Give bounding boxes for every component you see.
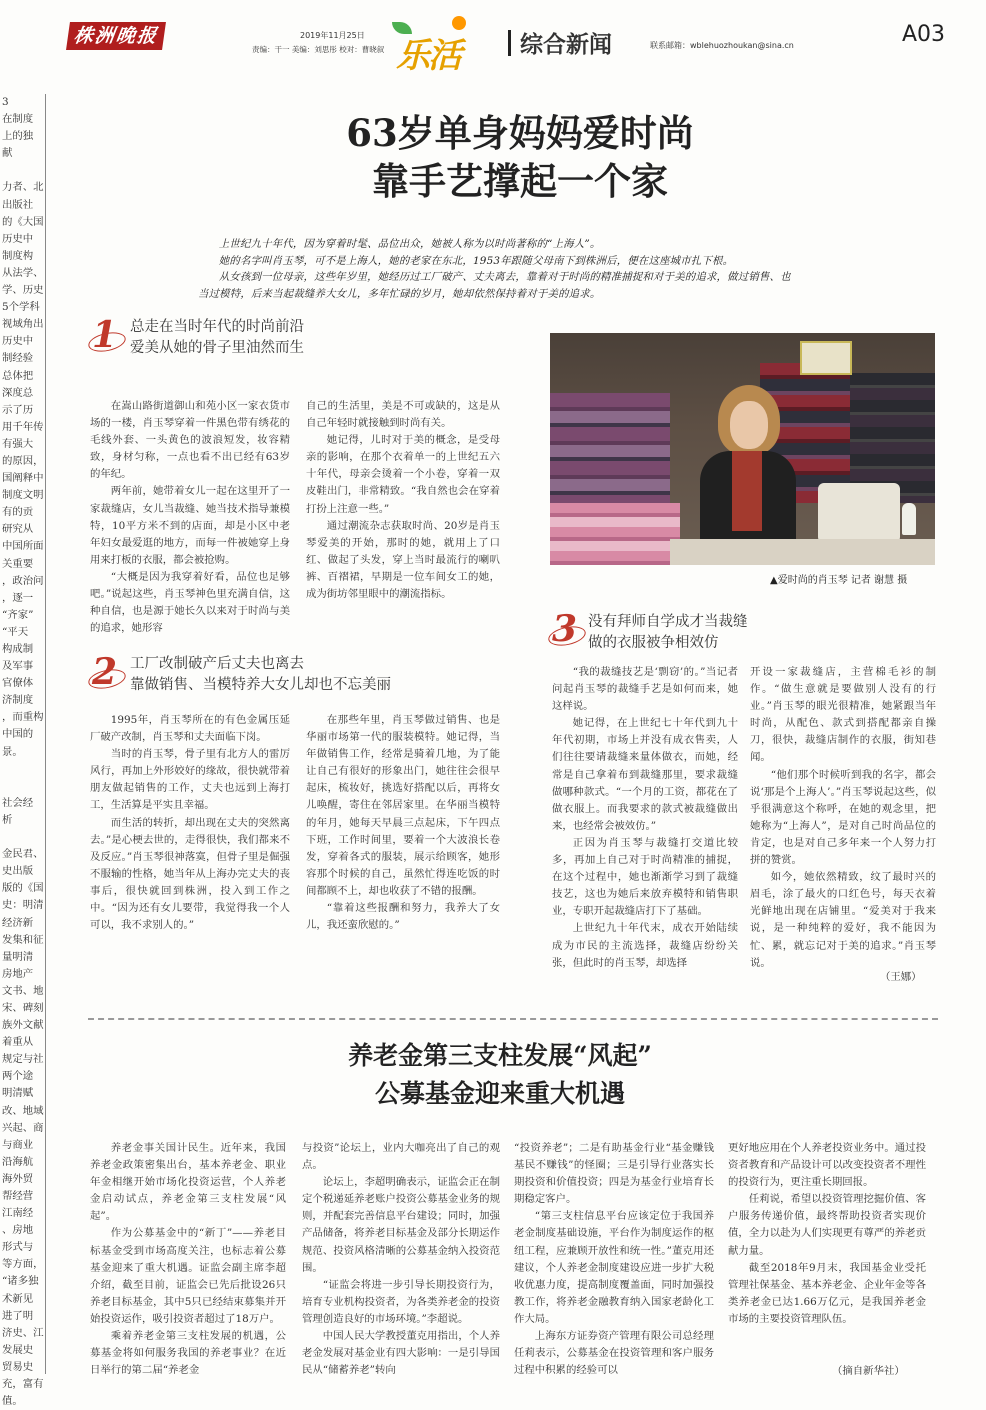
left-column-line: 史：明清 [2, 899, 44, 912]
section1-subhead-line2: 爱美从她的骨子里油然而生 [130, 340, 304, 356]
paper-name: 株洲晚报 [72, 25, 160, 47]
paragraph: 通过潮流杂志获取时尚、20岁是肖玉琴爱美的开始，那时的她，就用上了口红、做起了头发，穿上当时最流行的喇叭裤、百褶裙，早期是一位车间女工的她，成为街坊邻里眼中的潮流指标。 [306, 519, 500, 601]
section3-column2 [750, 664, 936, 969]
paragraph: “第三支柱信息平台应该定位于我国养老金制度基础设施，平台作为制度运作的枢纽工程，应兼顾开放性和统一性。”董克用还建议，个人养老金制度建设应进一步扩大税收优惠力度，提高制度覆盖面，同时加强投教工作，将养老金融教育纳入国家老龄化工作大局。 [514, 1210, 714, 1325]
left-column-line: 出版社 [2, 198, 34, 211]
left-column-line: 总体把 [2, 369, 34, 382]
left-column-line: 帮经营 [2, 1190, 34, 1202]
section2-subhead [130, 654, 530, 696]
section1-number-badge: 1 [92, 318, 122, 352]
article1-byline: （王娜） [880, 971, 922, 983]
left-column-line: 济制度 [2, 694, 34, 707]
left-column-line: 金民君、 [2, 848, 44, 861]
left-column-line: 学、历史 [2, 284, 44, 297]
left-column-line: 制经验 [2, 352, 34, 365]
left-column-line: 及军事 [2, 660, 34, 673]
section-name: 综合新闻 [520, 32, 612, 58]
left-column-line: 中国所面 [2, 540, 44, 553]
left-column-line: 发展史 [2, 1343, 34, 1356]
fabric-shelf-purple [550, 393, 670, 503]
left-column-line: 深度总 [2, 386, 34, 399]
paragraph: 自己的生活里，美是不可或缺的，这是从自己年轻时就接触到时尚有关。 [306, 400, 500, 430]
left-column-line: 江南经 [2, 1207, 34, 1220]
left-column-line: 5个学科 [2, 301, 40, 314]
left-column-line: 进了明 [2, 1309, 34, 1322]
section3-column1 [552, 664, 738, 986]
article2-column4 [728, 1140, 926, 1358]
left-column-line: ，逐一 [2, 591, 34, 604]
article2-column3 [514, 1140, 714, 1384]
article2-column2 [302, 1140, 500, 1384]
paragraph: 养老金事关国计民生。近年来，我国养老金政策密集出台，基本养老金、职业年金相继开始市场化投资运营，个人养老金启动试点，养老金第三支柱发展“风起”。 [90, 1142, 286, 1223]
page-date: 2019年11月25日 [300, 31, 365, 40]
left-column-line: 有强大 [2, 437, 34, 450]
left-column-line [2, 778, 45, 795]
left-column-line: 研究从 [2, 523, 34, 536]
left-column-line: 官僚体 [2, 677, 34, 690]
left-column-line: 形式与 [2, 1241, 34, 1254]
left-column-line: 历史中 [2, 232, 34, 245]
page-editors: 责编：干一 美编：刘思彤 校对：曹晓叙 [252, 45, 385, 54]
paragraph: 论坛上，李超明确表示，证监会正在制定个税递延养老账户投资公募基金业务的规则，并配套完善信息平台建设；同时，加强产品储备，将养老目标基金及部分长期运作规范、投资风格清晰的公募基金纳入投资范围。 [302, 1176, 500, 1274]
paragraph: 在那些年里，肖玉琴做过销售、也是华丽市场第一代的服装模特。她记得，当年做销售工作，经常是骑着几地，为了能让自己有很好的形象出门，她往往会很早起床，梳妆好，挑选好搭配以后，再将女儿唤醒，寄住在邻居家里。在华丽当模特的年月，她每天早晨三点起床，下午四点下班，工作时间里，要着一个大波浪长卷发，穿着各式的服装，展示给顾客，她形容那个时候的自己，虽然忙得连吃饭的时间都顾不上，却也收获了不错的报酬。 [306, 714, 500, 897]
paragraph: 而生活的转折，却出现在丈夫的突然离去。”是心梗去世的，走得很快，我们都来不及反应。”肖玉琴很神落寞，但骨子里是倔强不服输的性格，她当年从上海办完丈夫的丧事后，很快就回到株洲，投入到工作之中。“因为还有女儿要带，我觉得我一个人可以，我不求别人的。” [90, 816, 290, 932]
intro-paragraph: 从女孩到一位母亲，这些年岁里，她经历过工厂破产、丈夫离去，靠着对于时尚的精准捕捉和对于美的追求，做过销售、也当过模特，后来当起裁缝养大女儿，多年忙碌的岁月，她却依然保持着对于美的追求。 [198, 271, 791, 300]
left-column-line: 史出版 [2, 865, 34, 878]
paragraph: 两年前，她带着女儿一起在这里开了一家裁缝店，女儿当裁缝、她当技术指导兼模特，10平方米不到的店面，却是小区中老年妇女最爱逛的地方，而每一件被她穿上身用来打板的衣服，都会被抢购。 [90, 485, 290, 566]
left-column-line: 宋、碑刻 [2, 1001, 44, 1014]
left-column-line: 国阐释中 [2, 472, 44, 485]
left-column-line: 改、地域 [2, 1104, 44, 1117]
paragraph: 中国人民大学教授董克用指出，个人养老金发展对基金业有四大影响：一是引导国民从“储蓄养老”转向 [302, 1330, 500, 1377]
left-column-line: 充，富有 [2, 1378, 44, 1391]
paragraph: 在嵩山路街道御山和苑小区一家衣货市场的一楼，肖玉琴穿着一件黑色带有绣花的毛线外套、一头黄色的波浪短发，妆容精致，身材匀称，一点也看不出已经有63岁的年纪。 [90, 400, 290, 481]
article2-title-line2: 公募基金迎来重大机遇 [374, 1079, 625, 1108]
section3-subhead-line1: 没有拜师自学成才当裁缝 [588, 614, 748, 630]
paragraph: “靠着这些报酬和努力，我养大了女儿，我还蛮欣慰的。” [306, 902, 500, 932]
section1-subhead-line1: 总走在当时年代的时尚前沿 [130, 319, 304, 335]
left-column-line: 的《大国 [2, 215, 44, 228]
left-column-line: 社会经 [2, 796, 34, 809]
page-number: A03 [902, 22, 946, 47]
left-column-line: 术新见 [2, 1292, 34, 1305]
work-table [670, 539, 935, 565]
left-column-line: 值。 [2, 1395, 23, 1408]
left-column-line: 景。 [2, 745, 23, 758]
left-column-line: 着重从 [2, 1036, 34, 1049]
person-face [730, 401, 768, 449]
article2-title-line1: 养老金第三支柱发展“风起” [348, 1041, 652, 1070]
photo-caption: ▲爱时尚的肖玉琴 记者 谢慧 摄 [770, 575, 908, 586]
article1-title-line1: 63岁单身妈妈爱时尚 [346, 111, 694, 155]
left-column-line: 关重要 [2, 557, 34, 570]
paragraph: 当时的肖玉琴，骨子里有北方人的雷厉风行，再加上外形姣好的缘故，很快就带着朋友做起销售的工作，丈夫也远到上海打工，生活算是平实且幸福。 [90, 748, 290, 812]
article2-column1 [90, 1140, 286, 1384]
left-column-line: 制度文明 [2, 489, 44, 502]
section2-subhead-line2: 靠做销售、当模特养大女儿却也不忘美丽 [130, 677, 391, 693]
left-column-line: 历史中 [2, 335, 34, 348]
section1-subhead [130, 317, 490, 359]
left-column-line: 济史、江 [2, 1326, 44, 1339]
left-column-line: 有的贡 [2, 506, 34, 519]
paragraph: 她记得，在上世纪七十年代到九十年代初期，市场上并没有成衣售卖，人们往往要请裁缝来量体做衣，而她，经常是自己拿着布到裁缝那里，要求裁缝做哪种款式。“一个月的工资，都花在了做衣服上。而我要求的款式被裁缝做出来，也经常会被效仿。” [552, 717, 738, 832]
left-column-line: 兴起、商 [2, 1121, 44, 1134]
paragraph: 她记得，儿时对于美的概念，是受母亲的影响，在那个衣着单一的上世纪五六十年代，母亲会烫着一个小卷，穿着一双皮鞋出门，非常精致。“我自然也会在穿着打扮上注意一些。” [306, 434, 500, 515]
paragraph: “他们那个时候听到我的名字，都会说‘那是个上海人’。”肖玉琴说起这些，似乎很满意这个称呼，在她的观念里，把她称为“上海人”，是对自己时尚品位的肯定，也是对自己多年来一个人努力打拼的赞赏。 [750, 768, 936, 867]
paragraph: 开设一家裁缝店，主营棉毛衫的制作。“做生意就是要做别人没有的行业。”肖玉琴的眼光很精准，她紧跟当年时尚，从配色、款式到搭配都亲自操刀，很快，裁缝店制作的衣服，街知巷闻。 [750, 666, 936, 764]
section2-subhead-line1: 工厂改制破产后丈夫也离去 [130, 656, 304, 672]
left-column-line: 规定与社 [2, 1053, 44, 1066]
left-column-line: 明清赋 [2, 1087, 34, 1100]
left-column-line: 、房地 [2, 1224, 34, 1237]
left-column-line: 发集和征 [2, 933, 44, 946]
left-column-line: 两个途 [2, 1070, 34, 1083]
shop-sign [800, 341, 852, 375]
section2-column2 [306, 712, 500, 952]
paragraph: 截至2018年9月末，我国基金业受托管理社保基金、基本养老金、企业年金等各类养老金已达1.66万亿元，是我国养老金市场的主要投资管理队伍。 [728, 1261, 926, 1325]
contact-email: 联系邮箱：wblehuozhoukan@sina.cn [650, 41, 794, 50]
left-column-line: “诸多独 [2, 1275, 39, 1288]
left-column-line: 经济新 [2, 916, 34, 929]
section3-subhead-line2: 做的衣服被争相效仿 [588, 635, 719, 651]
paragraph: “大概是因为我穿着好看，品位也足够吧。”说起这些，肖玉琴神色里充满自信，这种自信，也是源于她长久以来对于时尚与美的追求，她形容 [90, 570, 290, 635]
paragraph: 如今，她依然精致，纹了最时兴的眉毛，涂了最火的口红色号，每天衣着光鲜地出现在店铺里。“爱美对于我来说，是一种纯粹的爱好，我不能因为忙、累，就忘记对于美的追求。”肖玉琴说。 [750, 871, 936, 969]
section-logo-text: 乐活 [396, 36, 460, 76]
left-column-line: 沿海航 [2, 1155, 34, 1168]
left-column-line: ，而重构 [2, 711, 44, 724]
article1-title-line2: 靠手艺撑起一个家 [372, 159, 668, 203]
paragraph: 更好地应用在个人养老投资业务中。通过投资者教育和产品设计可以改变投资者不理性的投资行为，更注重长期回报。 [728, 1142, 926, 1189]
left-column-line: 中国的 [2, 728, 34, 741]
paragraph: “投资养老”；二是有助基金行业“基金赚钱基民不赚钱”的怪圈；三是引导行业落实长期投资和价值投资；四是为基金行业培育长期稳定客户。 [514, 1142, 714, 1206]
masthead [0, 0, 986, 80]
left-column-line: 3 [2, 96, 9, 108]
left-column-line: 上的独 [2, 130, 34, 143]
thread-cone [902, 503, 916, 535]
section2-column1 [90, 712, 290, 972]
section3-number-badge: 3 [552, 612, 582, 646]
left-column-line: 贸易史 [2, 1360, 34, 1373]
left-column-line: 构成制 [2, 643, 34, 655]
paragraph: 乘着养老金第三支柱发展的机遇，公募基金将如何服务我国的养老事业？在近日举行的第二届“养老金 [90, 1330, 286, 1377]
left-column-line: 与商业 [2, 1138, 34, 1151]
article2-byline: （摘自新华社） [832, 1365, 905, 1377]
section1-column1 [90, 398, 290, 638]
left-column-line: 海外贸 [2, 1172, 34, 1185]
section2-number-badge: 2 [92, 655, 122, 689]
sewing-machine [818, 483, 900, 543]
fabric-shelf-pink [550, 503, 680, 565]
left-column-line: 视域角出 [2, 318, 44, 331]
section3-subhead [588, 612, 928, 654]
left-column-line: 用千年传 [2, 420, 44, 433]
intro-paragraph: 上世纪九十年代，因为穿着时髦、品位出众，她被人称为以时尚著称的“上海人”。 [218, 238, 601, 250]
left-column-line: “平天 [2, 625, 29, 638]
left-column-line: ，政治问 [2, 574, 44, 587]
paragraph: 与投资”论坛上，业内大咖亮出了自己的观点。 [302, 1142, 500, 1172]
section-logo [392, 16, 488, 76]
left-column-line [2, 829, 45, 846]
left-column-line: 示了历 [2, 403, 34, 416]
left-column-line: 的原因， [2, 454, 44, 467]
left-column-line: 量明清 [2, 950, 34, 963]
left-column-line: “齐家” [2, 608, 34, 621]
left-column-line: 制度构 [2, 249, 34, 262]
article1-photo [550, 333, 935, 565]
section-divider [508, 30, 511, 56]
left-column-line: 族外文献 [2, 1019, 44, 1032]
left-column-line: 文书、地 [2, 984, 44, 997]
paragraph: 上世纪九十年代末，成衣开始陆续成为市民的主流选择，裁缝店纷纷关张，但此时的肖玉琴，却选择 [552, 922, 738, 969]
paper-name-logo [66, 22, 166, 50]
left-column-line [2, 162, 45, 179]
left-column-line: 等方面， [2, 1258, 44, 1271]
paragraph: 1995年，肖玉琴所在的有色金属压延厂破产改制，肖玉琴和丈夫面临下岗。 [90, 714, 290, 744]
intro-paragraph: 她的名字叫肖玉琴，可不是上海人，她的老家在东北，1953年跟随父母南下到株洲后，便在这座城市扎下根。 [218, 254, 734, 267]
left-column-line: 从法学、 [2, 266, 44, 279]
section1-column2 [306, 398, 500, 638]
paragraph: 上海东方证券资产管理有限公司总经理任莉表示，公募基金在投资管理和客户服务过程中积累的经验可以 [514, 1330, 714, 1377]
left-column-line: 力者、北 [2, 181, 44, 194]
left-column-line: 在制度 [2, 113, 34, 126]
paragraph: “我的裁缝技艺是‘剽窃’的。”当记者问起肖玉琴的裁缝手艺是如何而来，她这样说。 [552, 666, 738, 713]
left-column-line: 房地产 [2, 967, 34, 980]
left-column-line: 献 [2, 147, 13, 160]
person-scarf [732, 451, 762, 531]
left-column-line [2, 761, 45, 778]
article-separator [88, 1018, 938, 1020]
paragraph: 正因为肖玉琴与裁缝打交道比较多，再加上自己对于时尚精准的捕捉，在这个过程中，她也渐渐学习到了裁缝技艺，这也为她后来放弃模特和销售职业，专职开起裁缝店打下了基础。 [552, 836, 738, 918]
paragraph: 作为公募基金中的“新丁”——养老目标基金受到市场高度关注，也标志着公募基金迎来了重大机遇。证监会副主席李超介绍，截至目前，证监会已先后批设26只养老目标基金，其中5只已经结束募集并开始投资运作，吸引投资者超过了18万户。 [90, 1227, 286, 1325]
article1-intro [198, 236, 798, 302]
left-column-line: 析 [2, 813, 13, 826]
left-column-text [0, 94, 46, 1408]
paragraph: 任莉说，希望以投资管理挖掘价值、客户服务传递价值，最终帮助投资者实现价值，全力以赴为人们实现更有尊严的养老贡献力量。 [728, 1193, 926, 1257]
paragraph: “证监会将进一步引导长期投资行为，培育专业机构投资者，为各类养老金的投资管理创造良好的市场环境。”李超说。 [302, 1278, 500, 1325]
left-column-line: 版的《国 [2, 882, 44, 895]
